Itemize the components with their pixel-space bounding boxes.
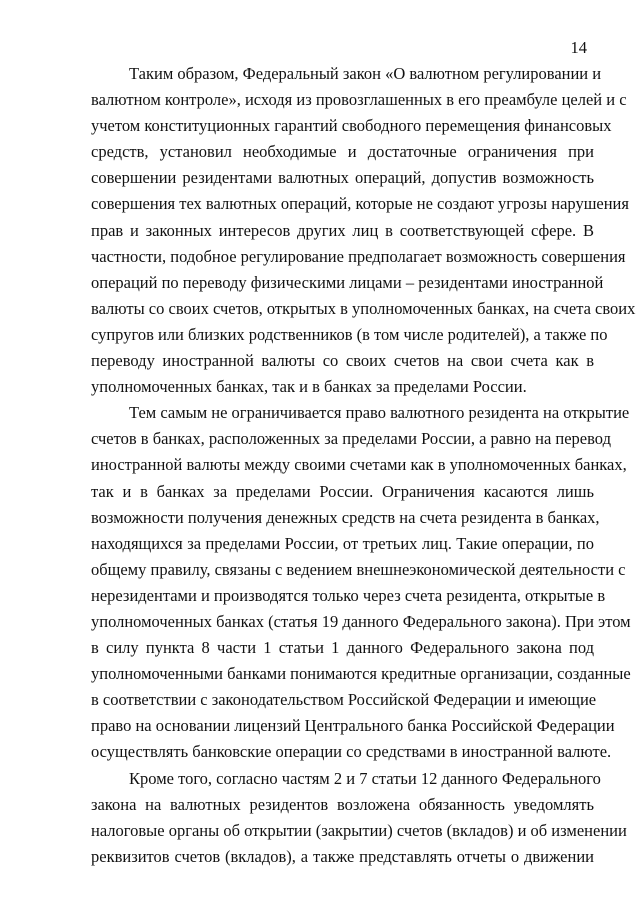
text-line: в соответствии с законодательством Российской Федерации и имеющие <box>91 690 597 710</box>
paragraph-2 <box>91 400 631 765</box>
paragraph-3 <box>91 766 627 870</box>
text-line: валютном контроле», исходя из провозглашенных в его преамбуле целей и с <box>91 90 627 110</box>
text-line: общему правилу, связаны с ведением внешнеэкономической деятельности с <box>91 559 626 579</box>
page-number: 14 <box>570 38 587 57</box>
text-line: иностранной валюты между своими счетами как в уполномоченных банках, <box>91 455 627 475</box>
text-line: переводу иностранной валюты со своих счетов на свои счета как в <box>91 351 594 371</box>
text-line: уполномоченными банками понимаются кредитные организации, созданные <box>91 664 631 684</box>
text-line: налоговые органы об открытии (закрытии) счетов (вкладов) и об изменении <box>91 820 627 840</box>
text-line: частности, подобное регулирование предполагает возможность совершения <box>91 246 626 266</box>
text-line: так и в банках за пределами России. Ограничения касаются лишь <box>91 481 594 501</box>
text-line: совершения тех валютных операций, которые не создают угрозы нарушения <box>91 194 629 214</box>
text-line: средств, установил необходимые и достаточные ограничения при <box>91 142 594 162</box>
text-line: закона на валютных резидентов возложена обязанность уведомлять <box>91 794 594 814</box>
text-line: совершении резидентами валютных операций, допустив возможность <box>91 168 594 188</box>
text-line: уполномоченных банках (статья 19 данного Федерального закона). При этом <box>91 611 631 631</box>
paragraph-1 <box>91 61 636 400</box>
text-line: реквизитов счетов (вкладов), а также представлять отчеты о движении <box>91 846 594 866</box>
text-line: право на основании лицензий Центрального банка Российской Федерации <box>91 716 615 736</box>
body-text <box>91 61 636 870</box>
text-line: осуществлять банковские операции со средствами в иностранной валюте. <box>91 742 612 762</box>
text-line: Таким образом, Федеральный закон «О валютном регулировании и <box>129 64 602 83</box>
text-line: находящихся за пределами России, от третьих лиц. Такие операции, по <box>91 533 594 553</box>
text-line: возможности получения денежных средств на счета резидента в банках, <box>91 507 600 527</box>
text-line: счетов в банках, расположенных за пределами России, а равно на перевод <box>91 429 611 449</box>
text-line: валюты со своих счетов, открытых в уполномоченных банках, на счета своих <box>91 298 636 318</box>
text-line: учетом конституционных гарантий свободного перемещения финансовых <box>91 116 612 136</box>
text-line: в силу пункта 8 части 1 статьи 1 данного Федерального закона под <box>91 638 594 658</box>
text-line: Кроме того, согласно частям 2 и 7 статьи 12 данного Федерального <box>129 768 601 788</box>
text-line: супругов или близких родственников (в том числе родителей), а также по <box>91 324 608 344</box>
text-line: нерезидентами и производятся только через счета резидента, открытые в <box>91 585 606 605</box>
text-line: операций по переводу физическими лицами – резидентами иностранной <box>91 272 604 292</box>
text-line: Тем самым не ограничивается право валютного резидента на открытие <box>129 403 630 423</box>
text-line: уполномоченных банках, так и в банках за пределами России. <box>91 377 527 397</box>
text-line: прав и законных интересов других лиц в соответствующей сфере. В <box>91 220 594 240</box>
